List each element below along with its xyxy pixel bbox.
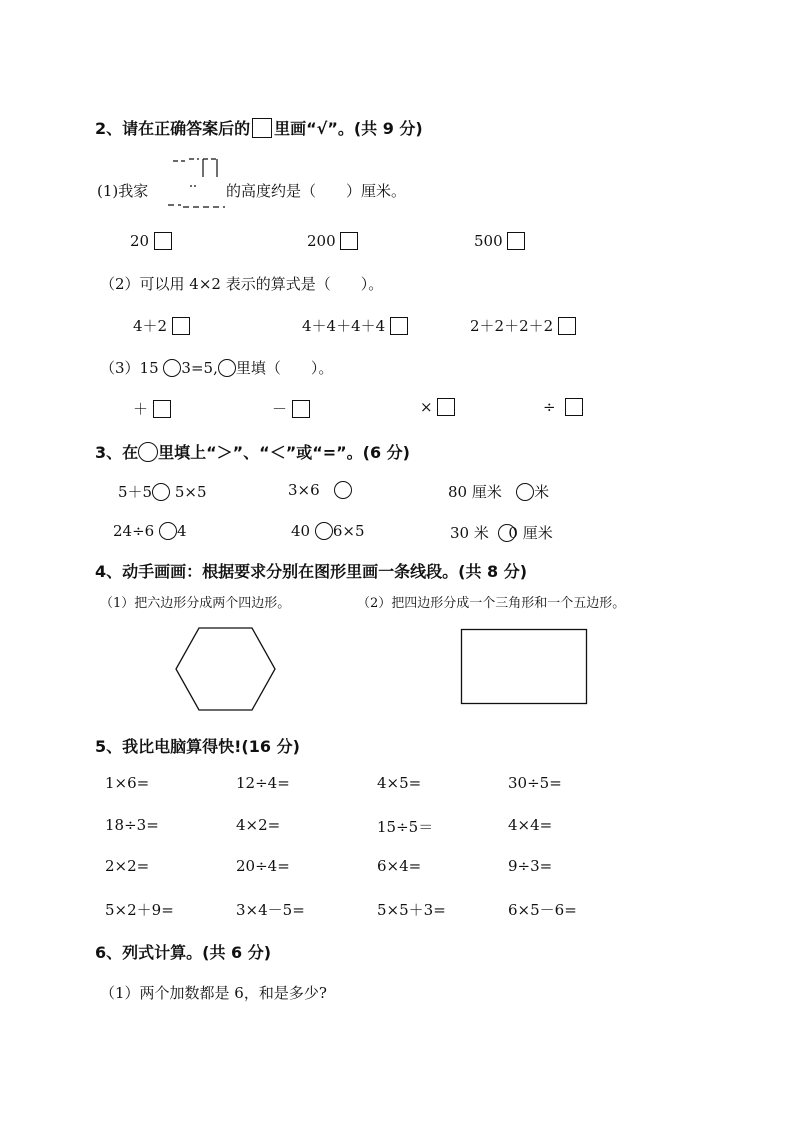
q6-title: 6、列式计算。(共 6 分) xyxy=(95,943,272,962)
q2-title: 2、请在正确答案后的 里画“√”。(共 9 分) xyxy=(95,119,423,138)
checkbox[interactable] xyxy=(292,400,310,418)
q2-p1-option-3: 500 xyxy=(474,232,525,250)
q2-p1-option-1: 20 xyxy=(130,232,172,250)
blank-circle[interactable] xyxy=(163,359,181,377)
blank-circle[interactable] xyxy=(315,522,333,540)
q2-part1-tail: 的高度约是（ ）厘米。 xyxy=(226,182,407,200)
q5-cell: 5×5＋3= xyxy=(377,901,446,919)
q5-cell: 20÷4= xyxy=(236,857,290,875)
checkbox[interactable] xyxy=(390,317,408,335)
q2-part1: (1)我家 xyxy=(97,182,149,200)
q2-p3-option-4: ÷ xyxy=(543,398,583,416)
q4-sub1: （1）把六边形分成两个四边形。 xyxy=(100,596,291,611)
checkbox[interactable] xyxy=(437,398,455,416)
q3-item-6: 30 米 0 厘米 xyxy=(450,524,553,542)
blank-circle[interactable] xyxy=(152,483,170,501)
q3-item-4: 24÷6 4 xyxy=(113,522,187,540)
q5-cell: 30÷5= xyxy=(508,774,562,792)
q5-cell: 12÷4= xyxy=(236,774,290,792)
checkbox[interactable] xyxy=(153,400,171,418)
q5-cell: 4×2= xyxy=(236,816,281,834)
checkbox[interactable] xyxy=(172,317,190,335)
q5-title: 5、我比电脑算得快!(16 分) xyxy=(95,737,300,756)
q2-p1-option-2: 200 xyxy=(307,232,358,250)
q3-item-1: 5＋5 5×5 xyxy=(118,483,207,501)
q6-sub1: （1）两个加数都是 6，和是多少? xyxy=(100,984,327,1002)
q5-cell: 5×2＋9= xyxy=(105,901,174,919)
q3-title: 3、在 里填上“＞”、“＜”或“=”。(6 分) xyxy=(95,443,410,462)
answer-box-sample xyxy=(252,118,272,138)
checkbox[interactable] xyxy=(507,232,525,250)
q4-title: 4、动手画画：根据要求分别在图形里画一条线段。(共 8 分) xyxy=(95,562,528,581)
q5-cell: 4×5= xyxy=(377,774,422,792)
q5-cell: 15÷5＝ xyxy=(377,818,434,836)
hexagon-shape[interactable] xyxy=(174,626,278,712)
q5-cell: 4×4= xyxy=(508,816,553,834)
q4-sub2: （2）把四边形分成一个三角形和一个五边形。 xyxy=(357,596,626,611)
q2-p3-option-3: × xyxy=(420,398,455,416)
q3-item-5: 40 6×5 xyxy=(291,522,365,540)
q2-p2-option-3: 2＋2＋2＋2 xyxy=(470,315,576,336)
q3-item-3: 80 厘米 米 xyxy=(448,483,550,501)
blank-circle[interactable] xyxy=(218,359,236,377)
q2-p2-option-1: 4＋2 xyxy=(133,315,190,336)
q2-p3-option-1: ＋ xyxy=(133,398,171,419)
q5-cell: 1×6= xyxy=(105,774,150,792)
q5-cell: 6×4= xyxy=(377,857,422,875)
q2-part2: （2）可以用 4×2 表示的算式是（ ）。 xyxy=(100,275,384,293)
q5-cell: 2×2= xyxy=(105,857,150,875)
q5-cell: 9÷3= xyxy=(508,857,553,875)
q2-p3-option-2: － xyxy=(272,398,310,419)
q3-item-2: 3×6 xyxy=(288,481,352,499)
q5-cell: 3×4－5= xyxy=(236,901,305,919)
checkbox[interactable] xyxy=(340,232,358,250)
checkbox[interactable] xyxy=(558,317,576,335)
door-icon xyxy=(165,155,230,211)
blank-circle[interactable] xyxy=(516,483,534,501)
circle-sample xyxy=(138,442,158,462)
q2-part3: （3）15 3=5, 里填（ ）。 xyxy=(100,359,334,377)
checkbox[interactable] xyxy=(565,398,583,416)
q5-cell: 6×5－6= xyxy=(508,901,577,919)
q5-cell: 18÷3= xyxy=(105,816,159,834)
blank-circle[interactable] xyxy=(334,481,352,499)
checkbox[interactable] xyxy=(154,232,172,250)
q2-p2-option-2: 4＋4＋4＋4 xyxy=(302,315,408,336)
blank-circle[interactable] xyxy=(159,522,177,540)
rectangle-shape[interactable] xyxy=(460,628,590,706)
